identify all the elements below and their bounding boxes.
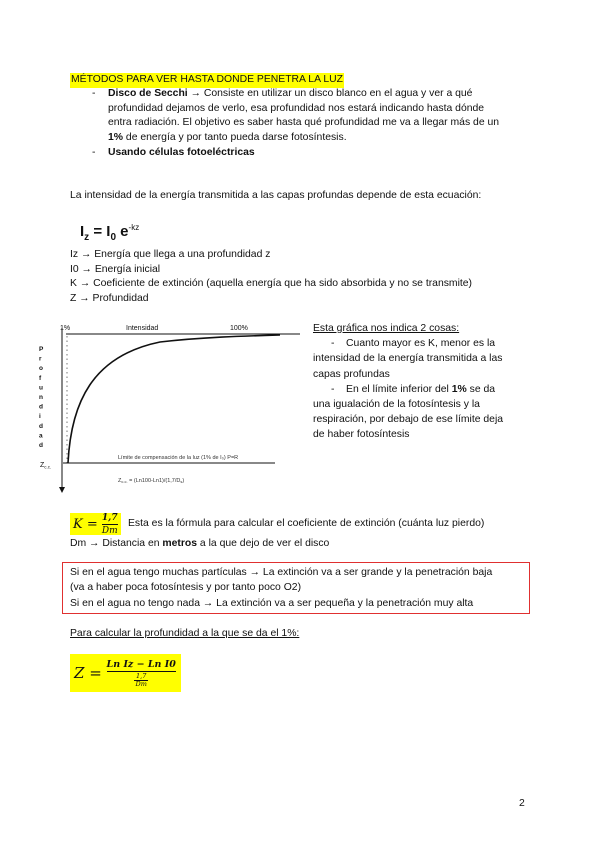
depth-label-letter: u <box>39 384 43 392</box>
depth-label-letter: d <box>39 422 43 430</box>
depth-label-letter: f <box>39 374 42 382</box>
k-fraction <box>102 513 118 536</box>
secchi-line3: entra radiación. El objetivo es saber hasta qué profundidad me va a llegar más de un <box>108 117 500 129</box>
secchi-label: Disco de Secchi <box>108 88 188 99</box>
z-sub-denominator: Dm <box>135 680 147 688</box>
compensation-label: Límite de compensación de la luz (1% de I₀) P=R <box>118 455 239 461</box>
dm-bold: metros <box>162 538 198 549</box>
z-sub-numerator: 1,7 <box>136 672 147 680</box>
bullet-dash: - <box>92 147 96 158</box>
definition-iz: Iz → Energía que llega a una profundidad z <box>70 249 271 260</box>
definition-k: K → Coeficiente de extinción (aquella energía que ha sido absorbida y no se transmite) <box>70 278 473 290</box>
note1-line1: Cuanto mayor es K, menor es la <box>346 338 496 350</box>
graph-note-1 <box>313 336 533 351</box>
label-one-percent: 1% <box>60 325 71 332</box>
note2-line2: una igualación de la fotosíntesis y la <box>313 399 480 411</box>
eq-exponent: -kz <box>128 223 140 232</box>
z-eq: = <box>84 664 107 682</box>
note2-post: se da <box>466 383 496 395</box>
secchi-line2: profundidad dejamos de verlo, esa profundidad nos estará indicando hasta dónde <box>108 102 485 114</box>
definitions-list <box>70 248 472 306</box>
depth-label-letter: i <box>39 413 41 421</box>
secchi-one-percent: 1% <box>108 131 124 143</box>
main-equation <box>80 219 139 247</box>
z-lhs: Z <box>74 664 85 682</box>
section-title: MÉTODOS PARA VER HASTA DONDE PENETRA LA LUZ <box>70 73 344 88</box>
label-hundred-percent: 100% <box>230 325 248 332</box>
depth-label-letter: n <box>39 394 43 401</box>
note-dash: - <box>331 383 335 395</box>
depth-axis-label <box>39 346 44 449</box>
depth-label-letter: o <box>39 365 43 373</box>
box-line2: (va a haber poca fotosíntesis y por tanto poco O2) <box>70 582 302 594</box>
z-cc-label: $Z_{c.c.}$ <box>40 462 52 470</box>
intensity-intro: La intensidad de la energía transmitida a las capas profundas depende de esta ecuación: <box>70 190 482 201</box>
dm-definition <box>70 537 329 552</box>
graph-notes <box>313 321 533 443</box>
secchi-arrow: → <box>187 88 204 99</box>
extinction-graph <box>30 318 310 498</box>
definition-i0: I0 → Energía inicial <box>70 263 161 275</box>
k-numerator: 1,7 <box>101 513 118 523</box>
box-line3: Si en el agua no tengo nada → La extinción va a ser pequeña y la penetración muy alta <box>70 597 474 609</box>
eq-rhs-sub: 0 <box>110 232 117 243</box>
page-number: 2 <box>519 798 525 809</box>
zcc-formula: Zc.c. = (Ln100-Ln1)/(1,7/Ds) <box>118 478 185 484</box>
dm-post: a la que dejo de ver el disco <box>197 538 330 549</box>
intensity-curve <box>68 335 280 463</box>
k-description: Esta es la fórmula para calcular el coeficiente de extinción (cuánta luz pierdo) <box>128 518 485 529</box>
secchi-line4: de energía y por tanto pueda darse fotosíntesis. <box>123 131 347 143</box>
eq-lhs: I <box>80 223 85 240</box>
eq-exp-base: e <box>116 223 129 240</box>
label-intensidad: Intensidad <box>126 325 159 332</box>
eq-equals: = <box>89 223 107 240</box>
secchi-bullet <box>108 87 538 145</box>
graph-note-2 <box>313 382 533 397</box>
depth-label-letter: d <box>39 403 43 411</box>
depth-label-letter: P <box>39 346 44 353</box>
definition-z: Z → Profundidad <box>70 292 149 304</box>
note2-pre: En el límite inferior del <box>346 383 452 395</box>
z-sub-fraction <box>134 673 148 688</box>
secchi-line1: Consiste en utilizar un disco blanco en el agua y ver a qué <box>203 88 473 99</box>
graph-notes-title: Esta gráfica nos indica 2 cosas: <box>313 323 460 334</box>
k-eq: = <box>82 517 102 532</box>
depth-label-letter: d <box>39 442 43 449</box>
cells-label: Usando células fotoeléctricas <box>108 147 255 158</box>
k-lhs: K <box>73 517 83 532</box>
particles-box-text <box>70 565 530 611</box>
bullet-dash: - <box>92 88 96 99</box>
z-numerator: Ln Iz − Ln I0 <box>106 659 176 670</box>
dm-pre: Dm → Distancia en <box>70 538 163 549</box>
z-fraction <box>107 660 176 688</box>
note-dash: - <box>331 338 335 350</box>
note2-line3: respiración, por debajo de ese límite deja <box>313 414 504 426</box>
depth-title: Para calcular la profundidad a la que se da el 1%: <box>70 628 300 639</box>
depth-label-letter: r <box>39 355 42 363</box>
note2-line4: de haber fotosíntesis <box>313 429 410 441</box>
note2-bold: 1% <box>451 383 467 395</box>
note1-line3: capas profundas <box>313 368 390 380</box>
box-line1: Si en el agua tengo muchas partículas → La extinción va a ser grande y la penetración baja <box>70 567 493 578</box>
depth-label-letter: a <box>39 432 43 440</box>
k-formula <box>70 513 121 535</box>
eq-rhs: I <box>106 223 111 240</box>
z-formula <box>70 654 181 692</box>
note1-line2: intensidad de la energía transmitida a las <box>313 353 503 365</box>
eq-lhs-sub: z <box>84 232 90 243</box>
cells-bullet <box>108 146 538 161</box>
k-denominator: Dm <box>101 526 118 536</box>
